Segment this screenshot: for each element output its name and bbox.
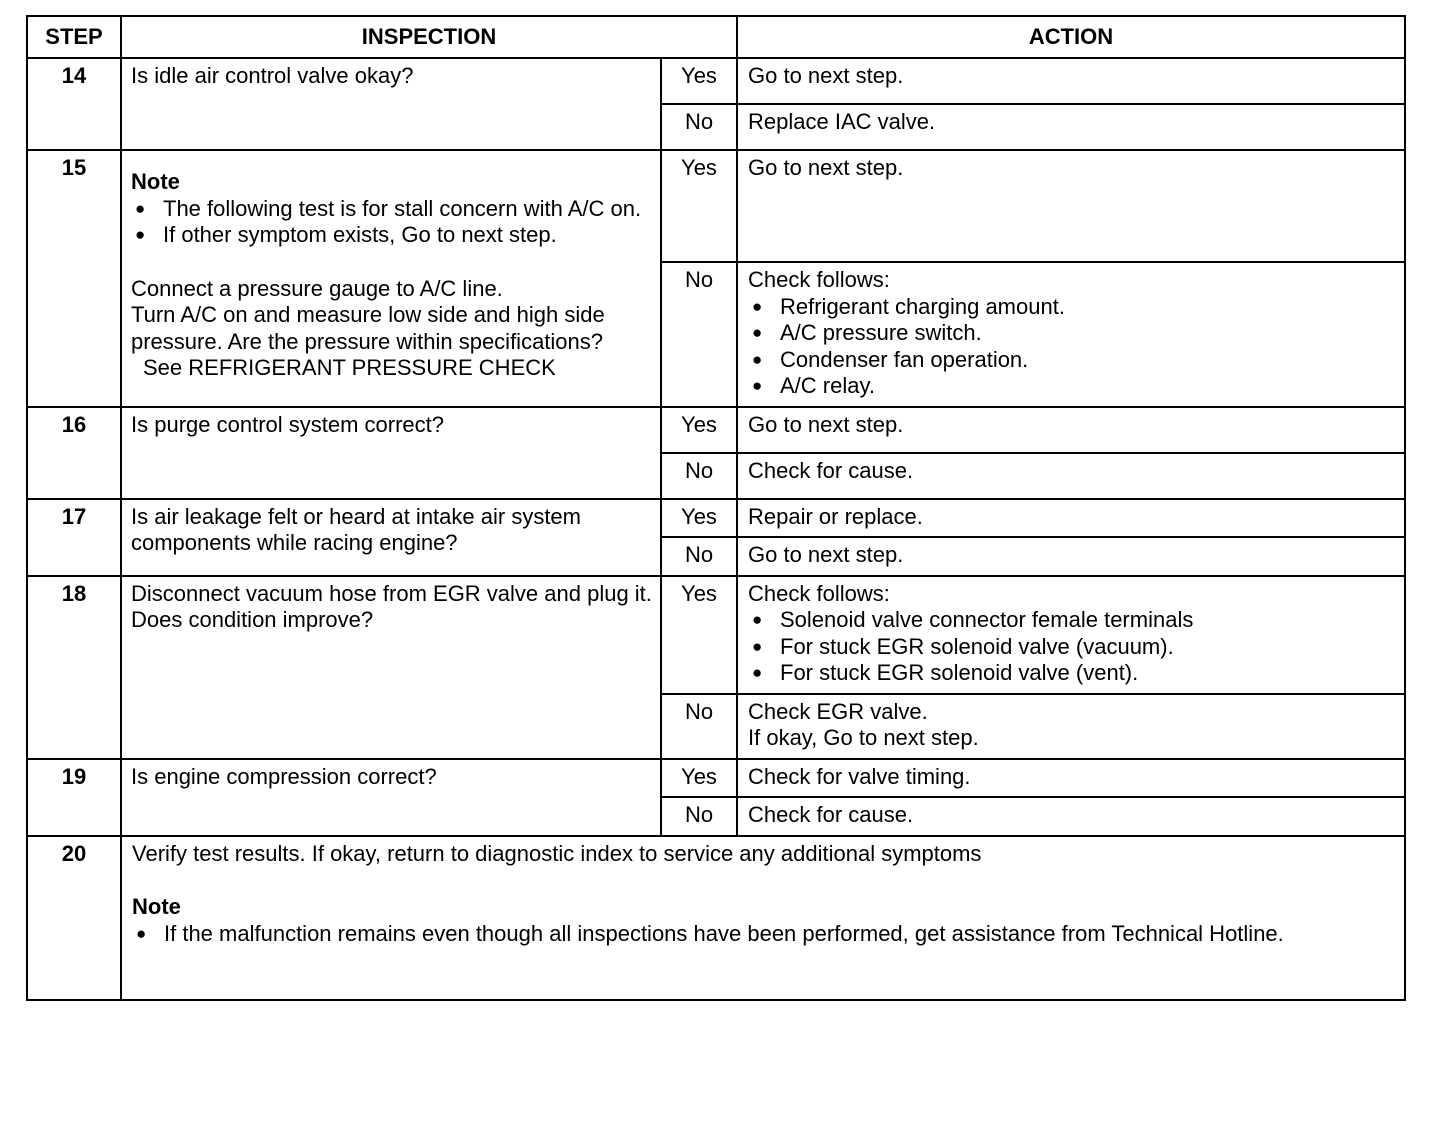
table-row	[27, 150, 1405, 262]
action-list	[748, 294, 1396, 400]
action-item: ● Condenser fan operation.	[748, 347, 1396, 374]
inspection-cell: Is idle air control valve okay?	[121, 58, 661, 150]
step-number: 17	[27, 499, 121, 576]
step-number: 18	[27, 576, 121, 759]
action-no: Replace IAC valve.	[737, 104, 1405, 150]
answer-no: No	[661, 453, 737, 499]
inspection-line: Disconnect vacuum hose from EGR valve and plug it.	[131, 580, 652, 606]
answer-yes: Yes	[661, 58, 737, 104]
action-item: ● Solenoid valve connector female terminals	[748, 607, 1396, 634]
action-title: Check follows:	[748, 267, 890, 292]
diagnostic-table	[26, 15, 1406, 1001]
action-line: Check EGR valve.	[748, 698, 928, 724]
answer-yes: Yes	[661, 499, 737, 538]
action-no: Check for cause.	[737, 453, 1405, 499]
final-step-cell	[121, 836, 1405, 1000]
table-row	[27, 836, 1405, 1000]
note-title: Note	[131, 169, 180, 194]
table-row	[27, 58, 1405, 104]
step-number: 16	[27, 407, 121, 499]
action-yes: Go to next step.	[737, 150, 1405, 262]
action-yes	[737, 576, 1405, 694]
note-item: ● If the malfunction remains even though all inspections have been performed, get assistance from Technical Hotline.	[132, 921, 1390, 948]
step-number: 19	[27, 759, 121, 836]
action-no	[737, 694, 1405, 759]
note-item: ● If other symptom exists, Go to next step.	[131, 222, 652, 249]
action-item: ● For stuck EGR solenoid valve (vent).	[748, 660, 1396, 687]
spacer	[132, 867, 1390, 894]
action-yes: Repair or replace.	[737, 499, 1405, 538]
inspection-line: Turn A/C on and measure low side and high side pressure. Are the pressure within specifications?	[131, 302, 605, 354]
note-item: ● The following test is for stall concern with A/C on.	[131, 196, 652, 223]
answer-yes: Yes	[661, 759, 737, 798]
inspection-cell: Is purge control system correct?	[121, 407, 661, 499]
action-item: ● A/C pressure switch.	[748, 320, 1396, 347]
table-row	[27, 759, 1405, 798]
final-step-text: Verify test results. If okay, return to diagnostic index to service any additional symptoms	[132, 840, 982, 866]
answer-no: No	[661, 537, 737, 576]
header-row	[27, 16, 1405, 58]
see-reference: See REFRIGERANT PRESSURE CHECK	[143, 355, 556, 380]
inspection-cell	[121, 150, 661, 407]
action-item: ● For stuck EGR solenoid valve (vacuum).	[748, 634, 1396, 661]
action-item: ● Refrigerant charging amount.	[748, 294, 1396, 321]
action-yes: Check for valve timing.	[737, 759, 1405, 798]
header-action: ACTION	[737, 16, 1405, 58]
action-yes: Go to next step.	[737, 58, 1405, 104]
action-item: ● A/C relay.	[748, 373, 1396, 400]
spacer	[131, 249, 652, 276]
action-no: Check for cause.	[737, 797, 1405, 836]
header-inspection: INSPECTION	[121, 16, 737, 58]
step-number: 15	[27, 150, 121, 407]
spacer	[131, 155, 652, 169]
action-no: Go to next step.	[737, 537, 1405, 576]
note-list	[132, 921, 1390, 948]
action-yes: Go to next step.	[737, 407, 1405, 453]
answer-no: No	[661, 694, 737, 759]
table-row	[27, 407, 1405, 453]
action-no	[737, 262, 1405, 407]
inspection-line: Does condition improve?	[131, 607, 374, 632]
inspection-cell: Is engine compression correct?	[121, 759, 661, 836]
answer-no: No	[661, 104, 737, 150]
answer-yes: Yes	[661, 150, 737, 262]
inspection-cell	[121, 576, 661, 759]
action-line: If okay, Go to next step.	[748, 725, 979, 750]
note-title: Note	[132, 894, 181, 919]
table-row	[27, 499, 1405, 538]
table-row	[27, 576, 1405, 694]
header-step: STEP	[27, 16, 121, 58]
note-list	[131, 196, 652, 249]
answer-yes: Yes	[661, 407, 737, 453]
action-title: Check follows:	[748, 580, 890, 606]
diagnostic-table-sheet	[26, 15, 1406, 1001]
step-number: 20	[27, 836, 121, 1000]
inspection-cell: Is air leakage felt or heard at intake air system components while racing engine?	[121, 499, 661, 576]
answer-no: No	[661, 797, 737, 836]
step-number: 14	[27, 58, 121, 150]
inspection-line: Connect a pressure gauge to A/C line.	[131, 275, 503, 301]
answer-yes: Yes	[661, 576, 737, 694]
answer-no: No	[661, 262, 737, 407]
action-list	[748, 607, 1396, 687]
